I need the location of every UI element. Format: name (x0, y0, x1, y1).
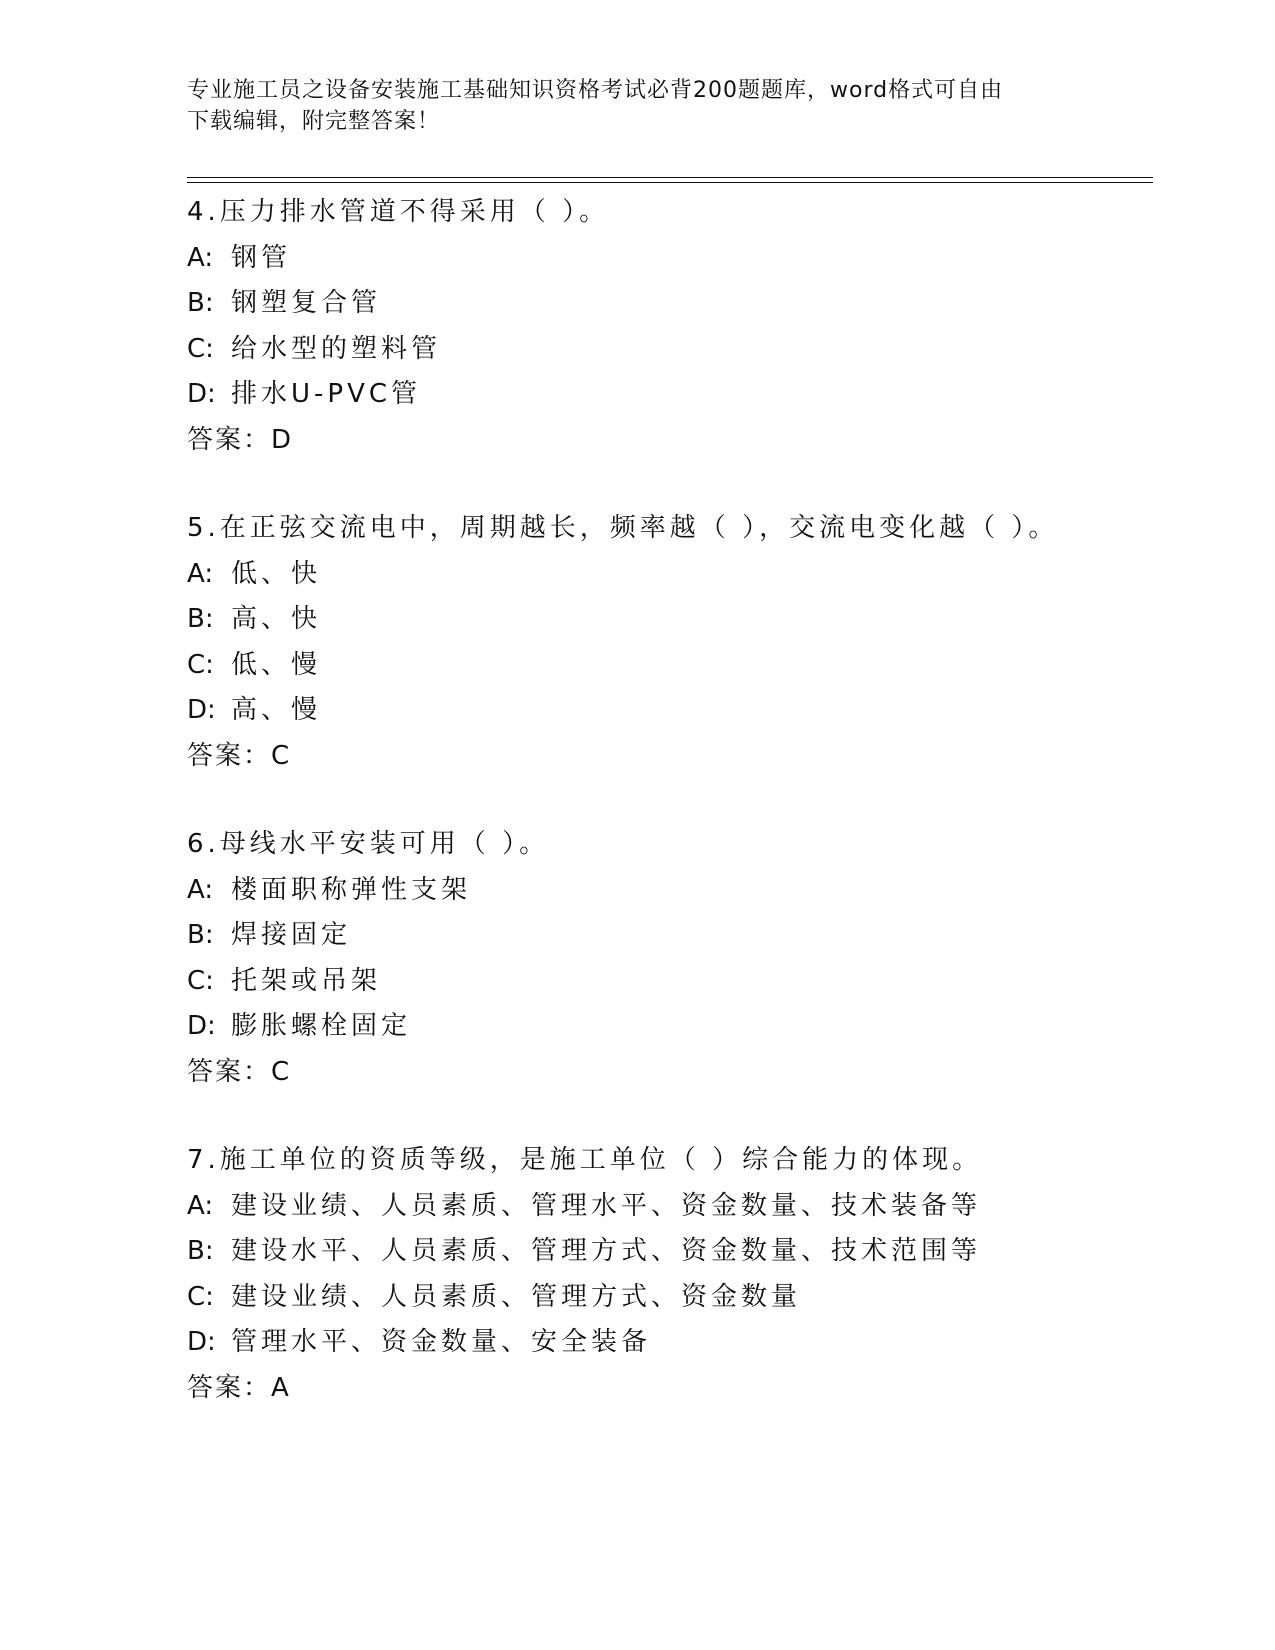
option-d (187, 688, 1153, 734)
header-rule-bottom (187, 182, 1153, 183)
option-letter: A: (187, 558, 214, 589)
option-letter: A: (187, 242, 214, 273)
option-letter: B: (187, 920, 214, 950)
option-text: 建设业绩、人员素质、管理水平、资金数量、技术装备等 (231, 1190, 982, 1221)
answer-line (187, 734, 1153, 780)
option-d (187, 372, 1153, 418)
option-text: 托架或吊架 (231, 965, 382, 996)
option-letter: A: (187, 1190, 214, 1221)
header-line-2: 下载编辑，附完整答案！ (187, 109, 441, 134)
option-d (187, 1004, 1153, 1050)
option-a (187, 552, 1153, 598)
option-b (187, 1229, 1153, 1275)
answer-value: C (271, 740, 290, 771)
option-c (187, 327, 1153, 373)
question-stem: 4.压力排水管道不得采用（ ）。 (187, 197, 610, 227)
option-c (187, 959, 1153, 1005)
answer-value: C (271, 1056, 290, 1087)
answer-value: D (271, 424, 292, 455)
option-b (187, 597, 1153, 643)
option-text: 低、快 (231, 558, 322, 589)
question-stem: 6.母线水平安装可用（ ）。 (187, 829, 550, 859)
option-letter: B: (187, 1236, 214, 1266)
option-letter: C: (187, 1281, 214, 1312)
option-letter: C: (187, 333, 214, 364)
option-text: 给水型的塑料管 (231, 333, 442, 364)
option-text: 钢塑复合管 (231, 288, 382, 318)
option-text: 排水U-PVC管 (231, 379, 422, 409)
answer-value: A (271, 1372, 289, 1403)
option-text: 膨胀螺栓固定 (231, 1011, 412, 1041)
answer-line (187, 1366, 1153, 1412)
header-rule-top (187, 177, 1153, 178)
option-a (187, 868, 1153, 914)
option-letter: B: (187, 604, 214, 634)
option-text: 建设水平、人员素质、管理方式、资金数量、技术范围等 (231, 1236, 982, 1266)
question-stem: 5.在正弦交流电中，周期越长，频率越（ ），交流电变化越（ ）。 (187, 513, 1059, 543)
option-c (187, 1275, 1153, 1321)
option-letter: D: (187, 1327, 216, 1357)
option-b (187, 913, 1153, 959)
question-5 (187, 506, 1153, 779)
option-text: 低、慢 (231, 649, 322, 680)
question-stem: 7.施工单位的资质等级，是施工单位（ ）综合能力的体现。 (187, 1145, 983, 1175)
question-7 (187, 1138, 1153, 1411)
option-letter: D: (187, 379, 216, 409)
question-4 (187, 190, 1153, 463)
option-text: 高、快 (231, 604, 322, 634)
answer-label: 答案： (187, 424, 272, 455)
answer-label: 答案： (187, 1056, 272, 1087)
question-6 (187, 822, 1153, 1095)
answer-label: 答案： (187, 740, 272, 771)
option-text: 钢管 (231, 242, 292, 273)
option-b (187, 281, 1153, 327)
option-a (187, 236, 1153, 282)
header-line-1: 专业施工员之设备安装施工基础知识资格考试必背200题题库，word格式可自由 (187, 78, 1004, 103)
option-text: 建设业绩、人员素质、管理方式、资金数量 (231, 1281, 802, 1312)
option-d (187, 1320, 1153, 1366)
option-letter: C: (187, 649, 214, 680)
question-list (187, 190, 1153, 1454)
option-c (187, 643, 1153, 689)
option-text: 楼面职称弹性支架 (231, 874, 472, 905)
option-text: 焊接固定 (231, 920, 352, 950)
answer-line (187, 1050, 1153, 1096)
option-text: 管理水平、资金数量、安全装备 (231, 1327, 652, 1357)
option-letter: B: (187, 288, 214, 318)
option-a (187, 1184, 1153, 1230)
option-letter: D: (187, 1011, 216, 1041)
answer-label: 答案： (187, 1372, 272, 1403)
answer-line (187, 418, 1153, 464)
document-header (187, 75, 1067, 137)
option-text: 高、慢 (231, 695, 322, 725)
option-letter: D: (187, 695, 216, 725)
option-letter: C: (187, 965, 214, 996)
option-letter: A: (187, 874, 214, 905)
